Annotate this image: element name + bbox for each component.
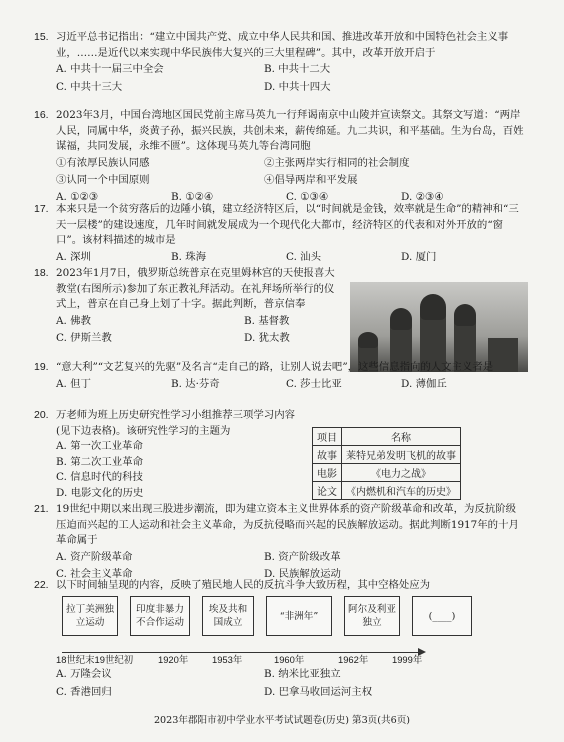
statement-2: ②主张两岸实行相同的社会制度 bbox=[264, 156, 410, 169]
question-number: 21. bbox=[34, 503, 49, 515]
question-stem: 19世纪中期以来出现三股进步潮流，即为建立资本主义世界体系的资产阶级革命和改革，为反抗阶级压迫而兴起的工人运动和社会主义革命，为反抗侵略而兴起的民族解放运动。据此判断1917年的十月革命属于 bbox=[56, 503, 519, 547]
option-a[interactable]: A. 资产阶级革命 bbox=[56, 550, 133, 563]
timeline-box: 拉丁美洲独立运动 bbox=[62, 596, 118, 636]
timeline-tick: 1953年 bbox=[212, 654, 243, 665]
timeline-box: 埃及共和国成立 bbox=[202, 596, 254, 636]
table-cell: 莱特兄弟发明飞机的故事 bbox=[342, 446, 461, 464]
timeline-tick: 1920年 bbox=[158, 654, 189, 665]
option-d[interactable]: D. 犹太教 bbox=[244, 332, 290, 345]
question-number: 16. bbox=[34, 109, 49, 121]
option-d[interactable]: D. ②③④ bbox=[401, 190, 444, 203]
timeline bbox=[56, 596, 482, 665]
question-22-options bbox=[56, 666, 526, 700]
question-18 bbox=[34, 266, 341, 347]
table-row bbox=[313, 446, 461, 464]
option-b[interactable]: B. 珠海 bbox=[171, 250, 207, 263]
option-c[interactable]: C. 社会主义革命 bbox=[56, 568, 133, 581]
timeline-tick: 1999年 bbox=[392, 654, 423, 665]
statement-3: ③认同一个中国原则 bbox=[56, 174, 150, 187]
option-a[interactable]: A. 佛教 bbox=[56, 314, 91, 327]
option-c[interactable]: C. 中共十三大 bbox=[56, 80, 123, 93]
question-16 bbox=[34, 108, 526, 206]
question-stem: 以下时间轴呈现的内容，反映了殖民地人民的反抗斗争大致历程，其中空格处应为 bbox=[56, 579, 431, 591]
option-a[interactable]: A. ①②③ bbox=[56, 190, 99, 203]
table-header-cell: 名称 bbox=[342, 428, 461, 446]
option-d[interactable]: D. 薄伽丘 bbox=[401, 377, 447, 390]
option-b[interactable]: B. 达·芬奇 bbox=[171, 377, 220, 390]
question-stem: 2023年1月7日，俄罗斯总统普京在克里姆林宫的天使报喜大教堂(右图所示)参加了东正教礼拜活动。在礼拜场所举行的仪式上，普京在自己身上划了十字。据此判断，普京信奉 bbox=[56, 267, 335, 311]
option-b[interactable]: B. ①②④ bbox=[171, 190, 214, 203]
option-b[interactable]: B. 第二次工业革命 bbox=[56, 455, 143, 468]
options bbox=[56, 667, 526, 700]
option-c[interactable]: C. 汕头 bbox=[286, 250, 321, 263]
question-stem: 习近平总书记指出：“建立中国共产党、成立中华人民共和国、推进改革开放和中国特色社会主义事业，……是近代以来实现中华民族伟大复兴的三大里程碑”。其中，改革开放开启于 bbox=[56, 31, 509, 59]
table-header-cell: 项目 bbox=[313, 428, 342, 446]
option-c[interactable]: C. 香港回归 bbox=[56, 685, 112, 698]
option-a[interactable]: A. 万隆会议 bbox=[56, 668, 112, 680]
timeline-box: 阿尔及利亚独立 bbox=[344, 596, 400, 636]
timeline-blank-box: (____) bbox=[412, 596, 472, 636]
question-20 bbox=[34, 408, 306, 502]
option-b[interactable]: B. 纳米比亚独立 bbox=[264, 668, 341, 680]
table-cell: 《内燃机和汽车的历史》 bbox=[342, 482, 461, 500]
table-cell: 电影 bbox=[313, 464, 342, 482]
option-c[interactable]: C. ①③④ bbox=[286, 190, 329, 203]
question-stem: 本来只是一个贫穷落后的边陲小镇，建立经济特区后，以“时间就是金钱，效率就是生命”的精神和“三天一层楼”的建设速度，几年时间就发展成为一个现代化大都市，经济特区的代表和对外开放的“窗口”。该材料描述的城市是 bbox=[56, 203, 519, 247]
question-number: 17. bbox=[34, 203, 49, 215]
table-row bbox=[313, 464, 461, 482]
question-number: 18. bbox=[34, 267, 49, 279]
question-stem: 万老师为班上历史研究性学习小组推荐三项学习内容(见下边表格)。该研究性学习的主题为 bbox=[56, 409, 295, 437]
timeline-tick: 1960年 bbox=[274, 654, 305, 665]
question-number: 20. bbox=[34, 409, 49, 421]
cathedral-photo bbox=[350, 282, 528, 372]
table-cell: 故事 bbox=[313, 446, 342, 464]
timeline-tick: 18世纪末19世纪初 bbox=[56, 654, 134, 665]
statement-1: ①有浓厚民族认同感 bbox=[56, 156, 150, 169]
options bbox=[56, 314, 341, 347]
options bbox=[56, 62, 526, 95]
study-content-table bbox=[312, 427, 461, 500]
option-b[interactable]: B. 基督教 bbox=[244, 314, 290, 327]
question-stem: “意大利”“文艺复兴的先驱”及名言“走自己的路，让别人说去吧”，这些信息指向的人文主义者是 bbox=[56, 361, 494, 373]
statement-4: ④倡导两岸和平发展 bbox=[264, 174, 358, 187]
table-cell: 《电力之战》 bbox=[342, 464, 461, 482]
timeline-tick: 1962年 bbox=[338, 654, 369, 665]
table-cell: 论文 bbox=[313, 482, 342, 500]
option-b[interactable]: B. 资产阶级改革 bbox=[264, 550, 341, 563]
option-c[interactable]: C. 莎士比亚 bbox=[286, 377, 342, 390]
table-header-row bbox=[313, 428, 461, 446]
options bbox=[56, 377, 516, 393]
option-d[interactable]: D. 巴拿马收回运河主权 bbox=[264, 685, 373, 698]
option-c[interactable]: C. 伊斯兰教 bbox=[56, 332, 112, 345]
question-number: 15. bbox=[34, 31, 49, 43]
option-a[interactable]: A. 中共十一届三中全会 bbox=[56, 63, 164, 76]
options bbox=[56, 439, 306, 501]
question-15 bbox=[34, 30, 526, 95]
option-b[interactable]: B. 中共十二大 bbox=[264, 63, 331, 76]
option-a[interactable]: A. 深圳 bbox=[56, 250, 91, 263]
question-number: 19. bbox=[34, 361, 49, 373]
option-d[interactable]: D. 中共十四大 bbox=[264, 80, 331, 93]
option-d[interactable]: D. 电影文化的历史 bbox=[56, 486, 144, 499]
option-a[interactable]: A. 但丁 bbox=[56, 377, 91, 390]
timeline-box: 印度非暴力不合作运动 bbox=[130, 596, 190, 636]
question-stem: 2023年3月，中国台湾地区国民党前主席马英九一行拜谒南京中山陵并宣读祭文。其祭文写道：“两岸人民，同属中华，炎黄子孙，振兴民族，共创未来，薪传绵延。九二共识，和平基础。生为台岛，百姓谋福，共同发展，永维不匮”。这体现马英九等台湾同胞 bbox=[56, 109, 524, 153]
timeline-box: “非洲年” bbox=[266, 596, 332, 636]
question-19 bbox=[34, 360, 526, 392]
question-22 bbox=[34, 578, 526, 594]
option-d[interactable]: D. 民族解放运动 bbox=[264, 568, 341, 581]
page-footer: 2023年郡阳市初中学业水平考试试题卷(历史) 第3页(共6页) bbox=[153, 715, 411, 726]
question-number: 22. bbox=[34, 579, 49, 591]
option-a[interactable]: A. 第一次工业革命 bbox=[56, 440, 143, 453]
options bbox=[56, 250, 516, 266]
option-d[interactable]: D. 厦门 bbox=[401, 250, 437, 263]
table-row bbox=[313, 482, 461, 500]
question-17 bbox=[34, 202, 526, 265]
option-c[interactable]: C. 信息时代的科技 bbox=[56, 471, 143, 484]
statements bbox=[56, 156, 526, 189]
question-21 bbox=[34, 502, 526, 583]
